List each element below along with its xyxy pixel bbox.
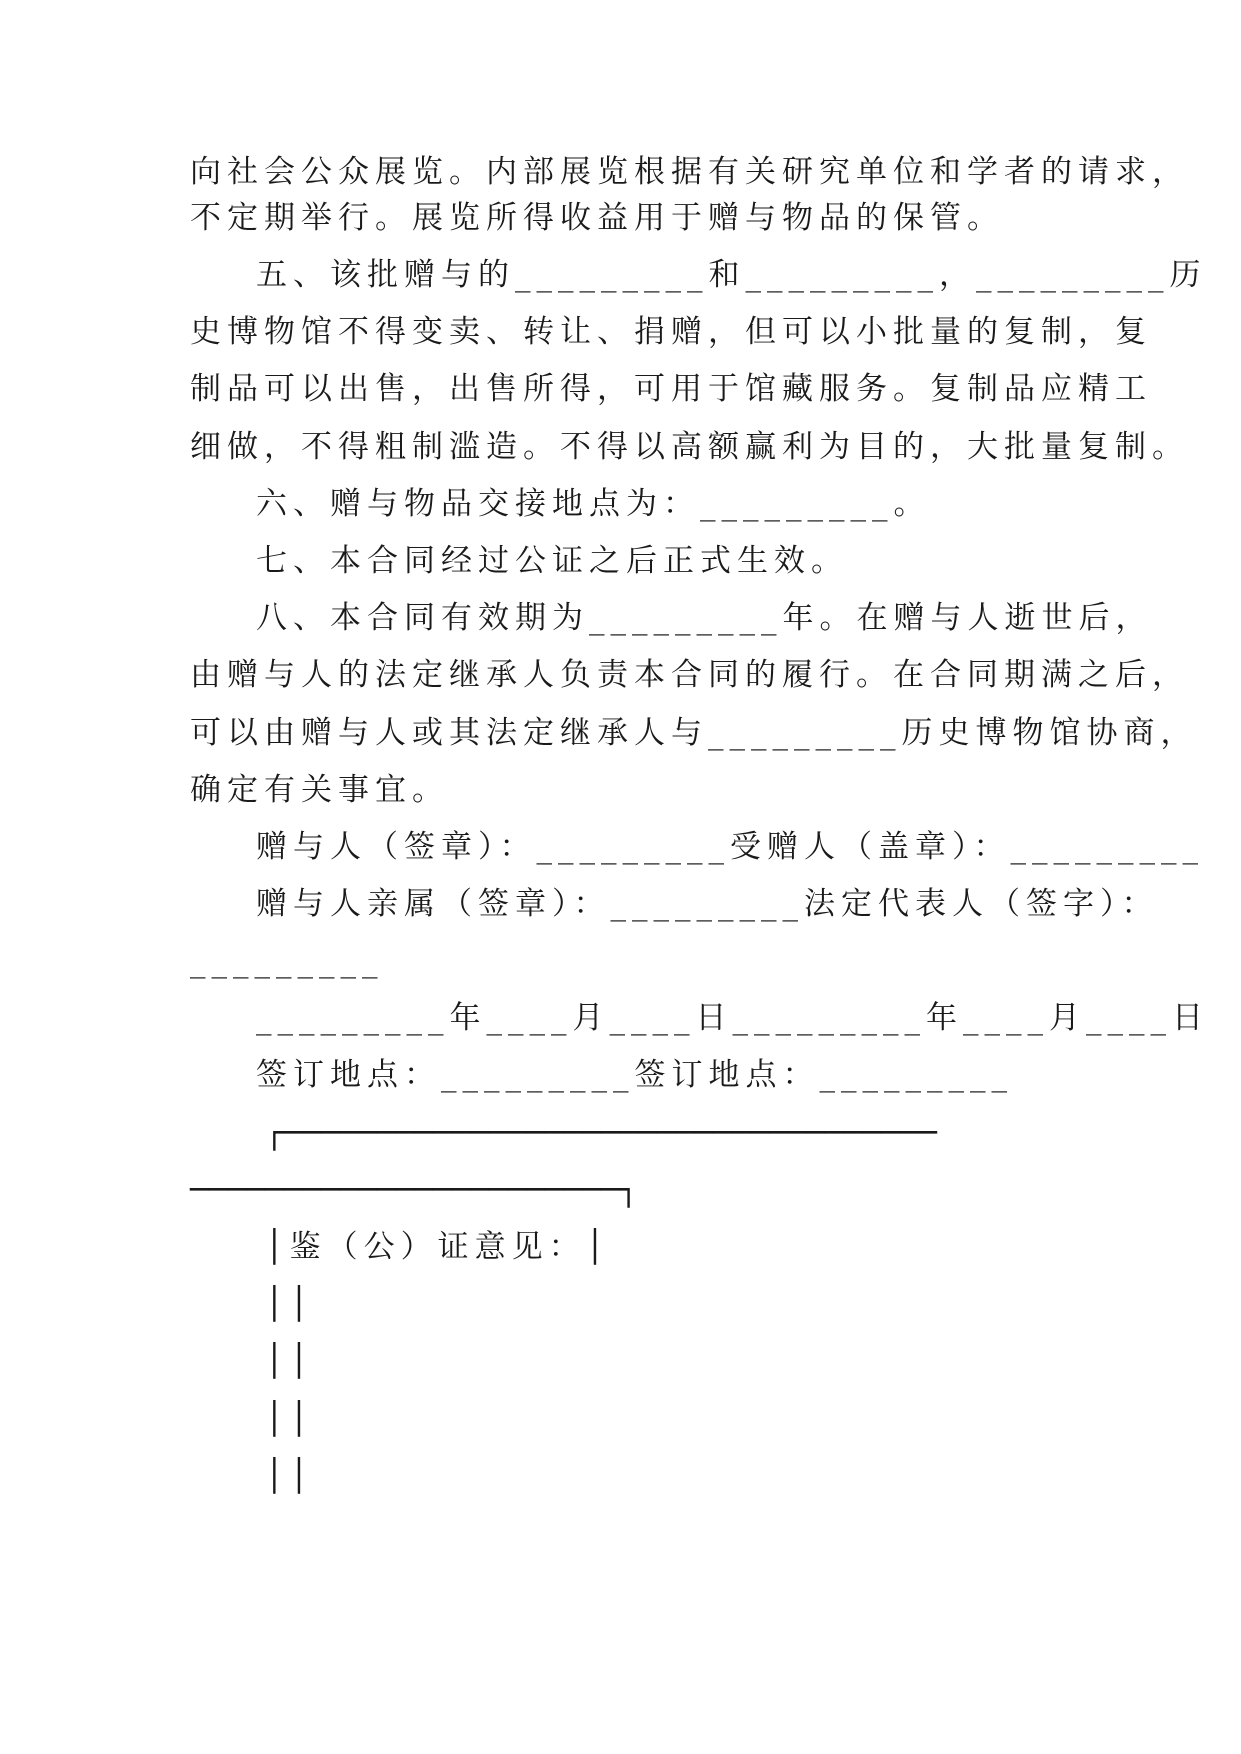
paragraph-line: 制品可以出售，出售所得，可用于馆藏服务。复制品应精工 [190, 371, 1152, 407]
clause-eight: 八、本合同有效期为_________年。在赠与人逝世后， [256, 600, 1153, 636]
signature-line-donor: 赠与人（签章）：_________受赠人（盖章）：_________ [256, 829, 1204, 865]
clause-seven: 七、本合同经过公证之后正式生效。 [256, 543, 848, 579]
signature-blank: _________ [190, 943, 384, 979]
box-row: ││ [265, 1458, 315, 1494]
notary-opinion-label: │鉴（公）证意见：│ [265, 1229, 611, 1265]
paragraph-line: 向社会公众展览。内部展览根据有关研究单位和学者的请求， [190, 154, 1189, 190]
box-row: ││ [265, 1343, 315, 1379]
paragraph-line: 确定有关事宜。 [190, 772, 449, 808]
clause-five: 五、该批赠与的_________和_________，_________历 [256, 257, 1207, 293]
paragraph-line: 可以由赠与人或其法定继承人与_________历史博物馆协商， [190, 715, 1198, 751]
date-line: _________年____月____日_________年____月____日 [256, 1000, 1209, 1036]
paragraph-line: 史博物馆不得变卖、转让、捐赠，但可以小批量的复制，复 [190, 314, 1152, 350]
paragraph-line: 由赠与人的法定继承人负责本合同的履行。在合同期满之后， [190, 657, 1189, 693]
box-top-border-end: ───────────────────────┐ [190, 1172, 638, 1208]
box-top-border: ┌─────────────────────────────────── [265, 1115, 937, 1151]
signing-place-line: 签订地点：_________签订地点：_________ [256, 1057, 1013, 1093]
clause-six: 六、赠与物品交接地点为：_________。 [256, 486, 931, 522]
paragraph-line: 细做，不得粗制滥造。不得以高额赢利为目的，大批量复制。 [190, 429, 1189, 465]
paragraph-line: 不定期举行。展览所得收益用于赠与物品的保管。 [190, 200, 1004, 236]
box-row: ││ [265, 1286, 315, 1322]
signature-line-relative: 赠与人亲属（签章）：_________法定代表人（签字）： [256, 886, 1159, 922]
box-row: ││ [265, 1401, 315, 1437]
